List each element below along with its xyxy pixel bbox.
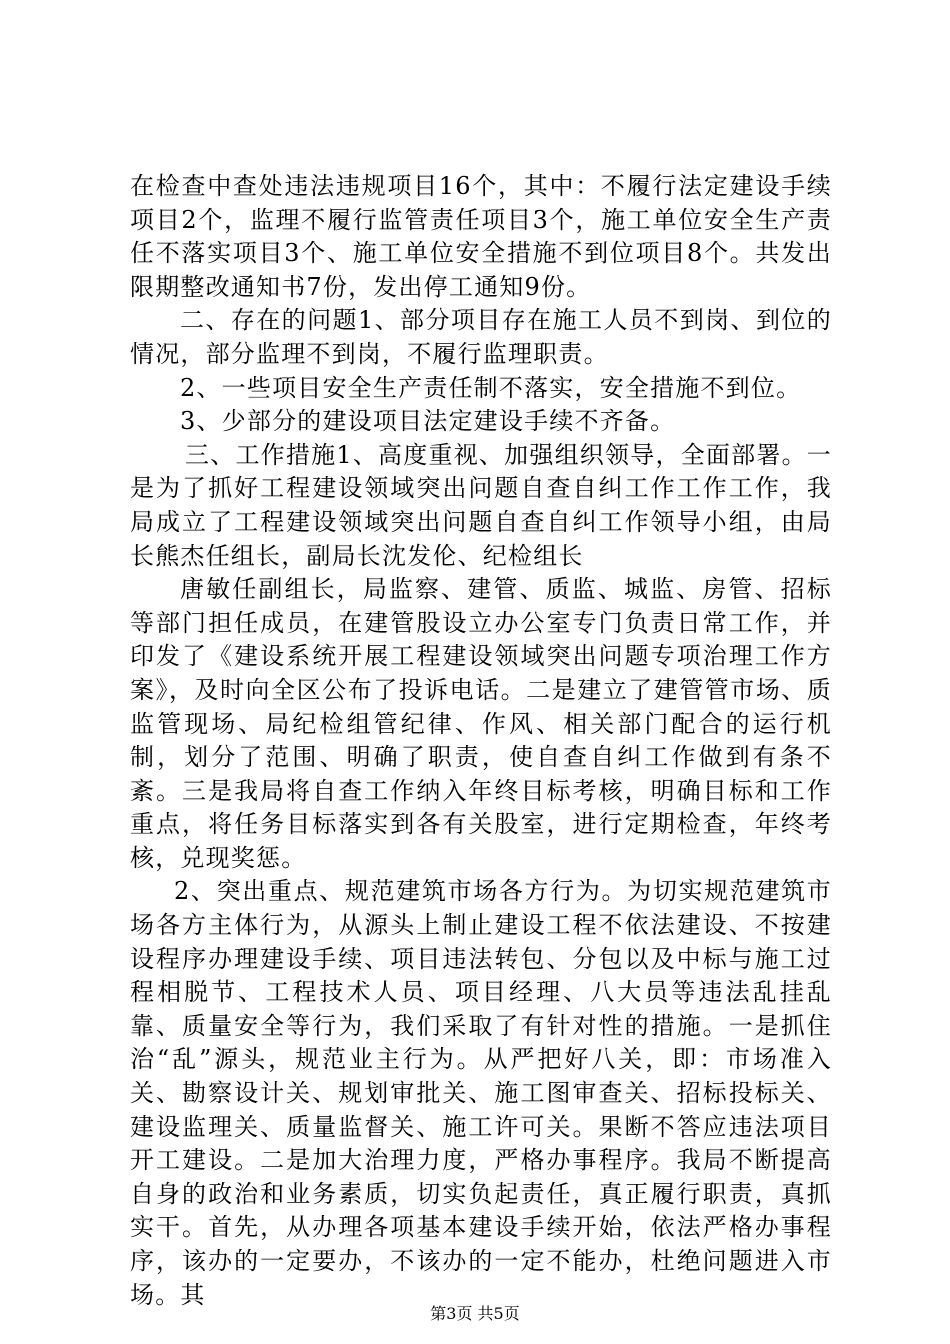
- paragraph-leadership-group: 唐敏任副组长，局监察、建管、质监、城监、房管、招标等部门担任成员，在建管股设立办公室专门负责日常工作，并印发了《建设系统开展工程建设领域突出问题专项治理工作方案》，及时向全区公布了投诉电话。二是建立了建管管市场、质监管现场、局纪检组管纪律、作风、相关部门配合的运行机制，划分了范围、明确了职责，使自查自纠工作做到有条不紊。三是我局将自查工作纳入年终目标考核，明确目标和工作重点，将任务目标落实到各有关股室，进行定期检查，年终考核，兑现奖惩。: [130, 575, 832, 872]
- paragraph-problem-3: 3、少部分的建设项目法定建设手续不齐备。: [180, 407, 676, 436]
- paragraph-problem-2: 2、一些项目安全生产责任制不落实，安全措施不到位。: [180, 373, 802, 402]
- document-body: [130, 170, 832, 1312]
- paragraph-work-measures: 三、工作措施1、高度重视、加强组织领导，全面部署。一是为了抓好工程建设领域突出问题自查自纠工作工作工作，我局成立了工程建设领域突出问题自查自纠工作领导小组，由局长熊杰任组长，副局长沈发伦、纪检组长: [130, 440, 832, 570]
- paragraph-market-regulation: 2、突出重点、规范建筑市场各方行为。为切实规范建筑市场各方主体行为，从源头上制止建设工程不依法建设、不按建设程序办理建设手续、项目违法转包、分包以及中标与施工过程相脱节、工程技术人员、项目经理、八大员等违法乱挂乱靠、质量安全等行为，我们采取了有针对性的措施。一是抓住治“乱”源头，规范业主行为。从严把好八关，即：市场准入关、勘察设计关、规划审批关、施工图审查关、招标投标关、建设监理关、质量监督关、施工许可关。果断不答应违法项目开工建设。二是加大治理力度，严格办事程序。我局不断提高自身的政治和业务素质，切实负起责任，真正履行职责，真抓实干。首先，从办理各项基本建设手续开始，依法严格办事程序，该办的一定要办，不该办的一定不能办，杜绝问题进入市场。其: [130, 877, 832, 1309]
- paragraph-existing-problems: 二、存在的问题1、部分项目存在施工人员不到岗、到位的情况，部分监理不到岗，不履行监理职责。: [130, 306, 832, 368]
- paragraph-inspection-results: 在检查中查处违法违规项目16个，其中：不履行法定建设手续项目2个，监理不履行监管责任项目3个，施工单位安全生产责任不落实项目3个、施工单位安全措施不到位项目8个。共发出限期整改通知书7份，发出停工通知9份。: [130, 172, 832, 301]
- page-number-footer: 第3页 共5页: [430, 1304, 520, 1323]
